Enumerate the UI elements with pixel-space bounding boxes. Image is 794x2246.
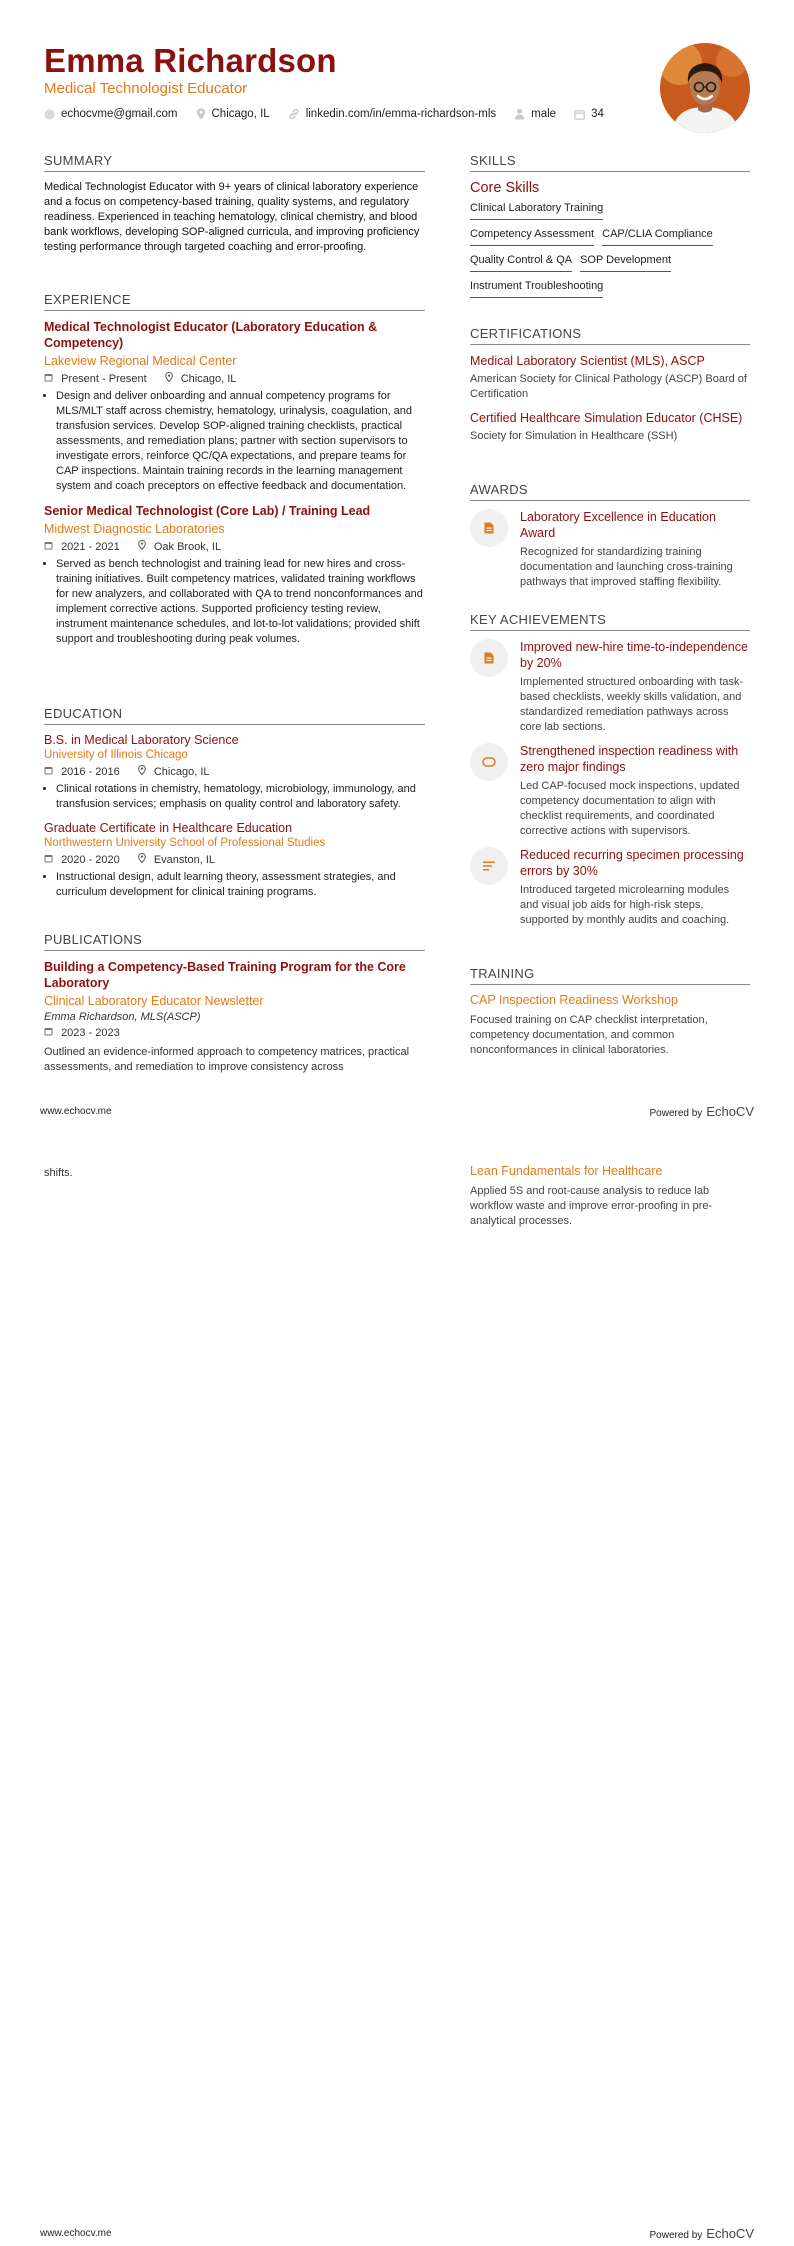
footer-brand: EchoCV (706, 1104, 754, 1119)
experience-dates: 2021 - 2021 (61, 540, 120, 553)
location-text: Chicago, IL (211, 108, 270, 120)
calendar-icon (44, 766, 58, 778)
training-description: Focused training on CAP checklist interpretation, competency documentation, and common nonconformances in clinical laboratories. (470, 1014, 708, 1056)
profile-photo (660, 43, 750, 133)
education-school: Northwestern University School of Professional Studies (44, 837, 326, 849)
education-degree: B.S. in Medical Laboratory Science (44, 733, 239, 747)
awards-section (470, 482, 750, 590)
page-footer (40, 2226, 754, 2241)
achievement-description: Implemented structured onboarding with task-based checklists, weekly skills validation, and standardized remediation pathways across core lab sections. (520, 676, 744, 733)
footer-powered-label: Powered by (649, 2230, 703, 2241)
training-description: Applied 5S and root-cause analysis to reduce lab workflow waste and improve error-proofing in pre-analytical processes. (470, 1185, 713, 1227)
experience-section (44, 292, 425, 647)
calendar-icon (44, 1027, 58, 1039)
footer-site[interactable]: www.echocv.me (40, 1106, 112, 1117)
linkedin-text: linkedin.com/in/emma-richardson-mls (305, 108, 497, 120)
skill-tag: SOP Development (580, 254, 671, 272)
file-icon (470, 639, 508, 677)
achievements-section (470, 612, 750, 928)
experience-bullet: • Design and deliver onboarding and annual competency programs for MLS/MLT staff across chemistry, hematology, urinalysis, coagulation, and transfusion services. Develop SOP-aligned training checklists, practical assessments, and remediation plans; partner with section supervisors to investigate errors, reinforce QC/QA expectations, and prepare teams for CAP inspections. Maintain training records in the learning management system and coach preceptors on effective feedback and documentation. (56, 389, 425, 494)
email-text: echocvme@gmail.com (61, 108, 178, 120)
section-title-awards: AWARDS (470, 482, 750, 501)
calendar-icon (44, 854, 58, 866)
publication-description-continued: shifts. (44, 1167, 73, 1179)
contact-gender (514, 108, 556, 120)
section-title-education: EDUCATION (44, 706, 425, 725)
education-meta (44, 853, 425, 866)
education-degree: Graduate Certificate in Healthcare Education (44, 821, 293, 835)
footer-powered (649, 1104, 754, 1119)
achievement-item (470, 743, 750, 839)
calendar-icon (574, 109, 585, 120)
achievement-item (470, 847, 750, 928)
experience-company: Midwest Diagnostic Laboratories (44, 522, 225, 536)
skill-tag: CAP/CLIA Compliance (602, 228, 713, 246)
experience-bullet: • Served as bench technologist and training lead for new hires and cross-training initiatives. Built competency matrices, validated training workflows for new analyzers, and collaborated with QA to trend nonconformances and implement corrective actions. Supported proficiency testing review, instrument maintenance schedules, and lot-to-lot validations; provided shift support and troubleshooting during peak volumes. (56, 557, 425, 647)
award-description: Recognized for standardizing training documentation and launching cross-training pathways that improved staffing flexibility. (520, 546, 733, 588)
education-bullet: • Instructional design, adult learning theory, assessment strategies, and curriculum development for clinical training programs. (56, 870, 425, 900)
training-section (470, 966, 750, 1058)
contact-bar (44, 108, 622, 120)
education-bullet: • Clinical rotations in chemistry, hematology, microbiology, immunology, and transfusion services; emphasis on quality control and laboratory safety. (56, 782, 425, 812)
contact-linkedin[interactable] (288, 108, 496, 120)
footer-powered (649, 2226, 754, 2241)
skill-tag: Quality Control & QA (470, 254, 572, 272)
candidate-title: Medical Technologist Educator (44, 80, 248, 97)
location-pin-icon (138, 853, 151, 866)
file-icon (470, 509, 508, 547)
page-footer (40, 1104, 754, 1119)
experience-dates: Present - Present (61, 372, 147, 385)
education-dates: 2016 - 2016 (61, 765, 120, 778)
skill-tag: Instrument Troubleshooting (470, 280, 603, 298)
achievement-title: Strengthened inspection readiness with zero major findings (520, 744, 739, 774)
experience-title: Senior Medical Technologist (Core Lab) / Training Lead (44, 504, 371, 518)
tag-icon (470, 743, 508, 781)
certification-org: American Society for Clinical Pathology (ASCP) Board of Certification (470, 373, 747, 400)
skill-row (470, 254, 750, 272)
contact-location (196, 108, 270, 120)
publication-meta (44, 1027, 425, 1039)
summary-section (44, 153, 425, 255)
section-title-certifications: CERTIFICATIONS (470, 326, 750, 345)
certification-org: Society for Simulation in Healthcare (SSH) (470, 430, 678, 442)
experience-location: Chicago, IL (180, 372, 237, 385)
education-location: Evanston, IL (153, 853, 215, 866)
skill-row (470, 202, 750, 220)
person-icon (514, 108, 525, 120)
education-school: University of Illinois Chicago (44, 749, 188, 761)
location-pin-icon (196, 108, 206, 120)
section-title-skills: SKILLS (470, 153, 750, 172)
publication-title: Building a Competency-Based Training Program for the Core Laboratory (44, 960, 406, 990)
contact-age (574, 108, 604, 120)
section-title-achievements: KEY ACHIEVEMENTS (470, 612, 750, 631)
gender-text: male (531, 108, 557, 120)
skills-section (470, 153, 750, 306)
list-icon (470, 847, 508, 885)
publications-section (44, 932, 425, 1075)
publication-dates: 2023 - 2023 (61, 1027, 120, 1039)
certification-title: Medical Laboratory Scientist (MLS), ASCP (470, 354, 705, 368)
training-continuation (470, 1164, 750, 1229)
skill-tag: Clinical Laboratory Training (470, 202, 603, 220)
publication-venue: Clinical Laboratory Educator Newsletter (44, 994, 264, 1008)
achievement-title: Improved new-hire time-to-independence by 20% (520, 640, 748, 670)
publication-authors: Emma Richardson, MLS(ASCP) (44, 1011, 201, 1023)
candidate-name: Emma Richardson (44, 42, 337, 79)
section-title-summary: SUMMARY (44, 153, 425, 172)
contact-email[interactable] (44, 108, 178, 120)
calendar-icon (44, 541, 58, 553)
calendar-icon (44, 373, 58, 385)
education-dates: 2020 - 2020 (61, 853, 120, 866)
location-pin-icon (138, 540, 151, 553)
achievement-title: Reduced recurring specimen processing errors by 30% (520, 848, 744, 878)
link-icon (288, 108, 300, 120)
experience-company: Lakeview Regional Medical Center (44, 354, 237, 368)
certification-title: Certified Healthcare Simulation Educator (CHSE) (470, 411, 743, 425)
section-title-publications: PUBLICATIONS (44, 932, 425, 951)
location-pin-icon (138, 765, 151, 778)
section-title-experience: EXPERIENCE (44, 292, 425, 311)
age-text: 34 (591, 108, 604, 120)
achievement-description: Led CAP-focused mock inspections, updated competency documentation to align with checklist requirements, and coordinated corrective actions with supervisors. (520, 780, 740, 837)
achievement-item (470, 639, 750, 735)
publication-description: Outlined an evidence-informed approach to competency matrices, practical assessments, and remediation to improve consistency across (44, 1046, 410, 1073)
experience-item (44, 319, 425, 494)
footer-brand: EchoCV (706, 2226, 754, 2241)
training-title: Lean Fundamentals for Healthcare (470, 1164, 663, 1178)
summary-text: Medical Technologist Educator with 9+ years of clinical laboratory experience and a focus on competency-based training, quality systems, and regulatory readiness. Experienced in teaching hematology, clinical chemistry, and blood bank workflows, developing SOP-aligned curricula, and improving proficiency testing performance through targeted coaching and error-proofing. (44, 181, 420, 253)
section-title-training: TRAINING (470, 966, 750, 985)
experience-meta (44, 540, 425, 553)
education-section (44, 706, 425, 900)
education-location: Chicago, IL (153, 765, 210, 778)
education-item (44, 733, 425, 812)
skill-row (470, 280, 750, 298)
location-pin-icon (165, 372, 178, 385)
experience-meta (44, 372, 425, 385)
award-title: Laboratory Excellence in Education Award (520, 510, 716, 540)
skill-tag: Competency Assessment (470, 228, 594, 246)
experience-item (44, 503, 425, 647)
education-item (44, 821, 425, 900)
experience-location: Oak Brook, IL (153, 540, 222, 553)
certifications-section (470, 326, 750, 444)
achievement-description: Introduced targeted microlearning modules and visual job aids for high-risk steps, supported by monthly audits and coaching. (520, 884, 730, 926)
skills-group-title: Core Skills (470, 180, 540, 196)
experience-title: Medical Technologist Educator (Laboratory Education & Competency) (44, 320, 378, 350)
education-meta (44, 765, 425, 778)
footer-powered-label: Powered by (649, 1108, 703, 1119)
skill-row (470, 228, 750, 246)
footer-site[interactable]: www.echocv.me (40, 2228, 112, 2239)
training-title: CAP Inspection Readiness Workshop (470, 993, 678, 1007)
award-item (470, 509, 750, 590)
email-icon (44, 109, 55, 120)
publications-continuation (44, 1166, 425, 1181)
